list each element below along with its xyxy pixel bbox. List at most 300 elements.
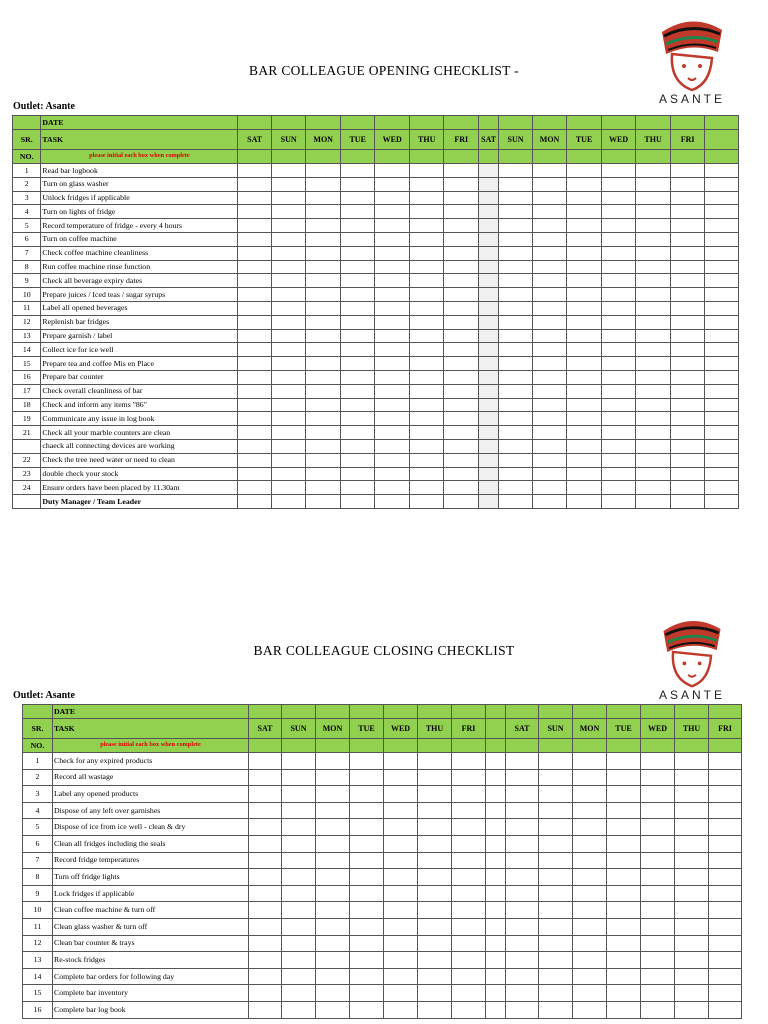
initial-box[interactable] — [636, 453, 671, 467]
initial-box[interactable] — [375, 315, 410, 329]
initial-box[interactable] — [444, 412, 479, 426]
initial-box[interactable] — [573, 935, 607, 952]
initial-box[interactable] — [539, 753, 573, 770]
initial-box[interactable] — [316, 968, 350, 985]
initial-box[interactable] — [641, 753, 675, 770]
initial-box[interactable] — [444, 177, 479, 191]
initial-box[interactable] — [340, 232, 375, 246]
initial-box[interactable] — [499, 370, 533, 384]
initial-box[interactable] — [409, 426, 444, 440]
initial-box[interactable] — [573, 885, 607, 902]
initial-box[interactable] — [340, 412, 375, 426]
initial-box[interactable] — [350, 985, 384, 1002]
initial-box[interactable] — [641, 935, 675, 952]
initial-box[interactable] — [316, 935, 350, 952]
initial-box[interactable] — [479, 453, 499, 467]
initial-box[interactable] — [238, 329, 272, 343]
initial-box[interactable] — [499, 426, 533, 440]
initial-box[interactable] — [340, 246, 375, 260]
initial-box[interactable] — [601, 288, 636, 302]
initial-box[interactable] — [675, 952, 709, 969]
initial-box[interactable] — [409, 177, 444, 191]
initial-box[interactable] — [573, 852, 607, 869]
initial-box[interactable] — [636, 398, 671, 412]
initial-box[interactable] — [607, 985, 641, 1002]
initial-box[interactable] — [340, 384, 375, 398]
initial-box[interactable] — [636, 260, 671, 274]
initial-box[interactable] — [418, 918, 452, 935]
signature-box[interactable] — [479, 495, 499, 509]
initial-box[interactable] — [641, 885, 675, 902]
initial-box[interactable] — [705, 191, 739, 205]
initial-box[interactable] — [418, 1001, 452, 1018]
initial-box[interactable] — [375, 343, 410, 357]
initial-box[interactable] — [675, 1001, 709, 1018]
initial-box[interactable] — [375, 232, 410, 246]
initial-box[interactable] — [384, 985, 418, 1002]
initial-box[interactable] — [532, 343, 567, 357]
initial-box[interactable] — [486, 819, 506, 836]
initial-box[interactable] — [670, 246, 705, 260]
initial-box[interactable] — [670, 343, 705, 357]
initial-box[interactable] — [601, 343, 636, 357]
initial-box[interactable] — [573, 802, 607, 819]
initial-box[interactable] — [709, 753, 742, 770]
initial-box[interactable] — [567, 260, 602, 274]
initial-box[interactable] — [670, 467, 705, 481]
initial-box[interactable] — [316, 786, 350, 803]
initial-box[interactable] — [271, 164, 306, 178]
initial-box[interactable] — [499, 343, 533, 357]
initial-box[interactable] — [249, 985, 282, 1002]
initial-box[interactable] — [670, 315, 705, 329]
initial-box[interactable] — [670, 191, 705, 205]
initial-box[interactable] — [709, 885, 742, 902]
initial-box[interactable] — [670, 481, 705, 495]
initial-box[interactable] — [444, 164, 479, 178]
initial-box[interactable] — [340, 329, 375, 343]
signature-box[interactable] — [271, 495, 306, 509]
initial-box[interactable] — [670, 426, 705, 440]
initial-box[interactable] — [282, 985, 316, 1002]
initial-box[interactable] — [499, 164, 533, 178]
initial-box[interactable] — [306, 164, 341, 178]
initial-box[interactable] — [316, 753, 350, 770]
initial-box[interactable] — [486, 885, 506, 902]
initial-box[interactable] — [316, 1001, 350, 1018]
initial-box[interactable] — [418, 753, 452, 770]
initial-box[interactable] — [709, 835, 742, 852]
initial-box[interactable] — [539, 1001, 573, 1018]
initial-box[interactable] — [375, 384, 410, 398]
initial-box[interactable] — [306, 274, 341, 288]
initial-box[interactable] — [479, 329, 499, 343]
initial-box[interactable] — [384, 869, 418, 886]
initial-box[interactable] — [601, 467, 636, 481]
initial-box[interactable] — [306, 246, 341, 260]
initial-box[interactable] — [238, 301, 272, 315]
initial-box[interactable] — [499, 205, 533, 219]
initial-box[interactable] — [499, 439, 533, 453]
initial-box[interactable] — [636, 288, 671, 302]
initial-box[interactable] — [499, 274, 533, 288]
signature-box[interactable] — [532, 495, 567, 509]
initial-box[interactable] — [350, 835, 384, 852]
initial-box[interactable] — [532, 439, 567, 453]
initial-box[interactable] — [238, 191, 272, 205]
initial-box[interactable] — [444, 357, 479, 371]
initial-box[interactable] — [636, 370, 671, 384]
initial-box[interactable] — [271, 219, 306, 233]
initial-box[interactable] — [479, 315, 499, 329]
initial-box[interactable] — [444, 191, 479, 205]
initial-box[interactable] — [641, 1001, 675, 1018]
initial-box[interactable] — [601, 301, 636, 315]
initial-box[interactable] — [271, 343, 306, 357]
initial-box[interactable] — [384, 753, 418, 770]
initial-box[interactable] — [641, 968, 675, 985]
initial-box[interactable] — [350, 802, 384, 819]
initial-box[interactable] — [316, 885, 350, 902]
initial-box[interactable] — [418, 819, 452, 836]
initial-box[interactable] — [238, 232, 272, 246]
initial-box[interactable] — [675, 968, 709, 985]
initial-box[interactable] — [532, 260, 567, 274]
initial-box[interactable] — [375, 481, 410, 495]
initial-box[interactable] — [601, 164, 636, 178]
initial-box[interactable] — [539, 835, 573, 852]
initial-box[interactable] — [705, 357, 739, 371]
signature-box[interactable] — [601, 495, 636, 509]
initial-box[interactable] — [479, 481, 499, 495]
initial-box[interactable] — [705, 205, 739, 219]
initial-box[interactable] — [249, 952, 282, 969]
initial-box[interactable] — [249, 835, 282, 852]
initial-box[interactable] — [479, 343, 499, 357]
initial-box[interactable] — [506, 802, 539, 819]
initial-box[interactable] — [709, 985, 742, 1002]
initial-box[interactable] — [271, 384, 306, 398]
initial-box[interactable] — [340, 191, 375, 205]
initial-box[interactable] — [709, 869, 742, 886]
initial-box[interactable] — [418, 769, 452, 786]
initial-box[interactable] — [486, 952, 506, 969]
initial-box[interactable] — [705, 467, 739, 481]
initial-box[interactable] — [479, 177, 499, 191]
initial-box[interactable] — [532, 329, 567, 343]
initial-box[interactable] — [452, 952, 486, 969]
initial-box[interactable] — [271, 412, 306, 426]
initial-box[interactable] — [675, 753, 709, 770]
initial-box[interactable] — [486, 852, 506, 869]
initial-box[interactable] — [506, 935, 539, 952]
initial-box[interactable] — [499, 219, 533, 233]
initial-box[interactable] — [486, 835, 506, 852]
initial-box[interactable] — [375, 412, 410, 426]
initial-box[interactable] — [567, 177, 602, 191]
initial-box[interactable] — [636, 177, 671, 191]
initial-box[interactable] — [249, 769, 282, 786]
initial-box[interactable] — [340, 426, 375, 440]
initial-box[interactable] — [601, 205, 636, 219]
initial-box[interactable] — [282, 918, 316, 935]
initial-box[interactable] — [607, 885, 641, 902]
initial-box[interactable] — [444, 398, 479, 412]
initial-box[interactable] — [271, 426, 306, 440]
initial-box[interactable] — [479, 205, 499, 219]
initial-box[interactable] — [282, 935, 316, 952]
initial-box[interactable] — [282, 769, 316, 786]
initial-box[interactable] — [636, 467, 671, 481]
initial-box[interactable] — [486, 985, 506, 1002]
initial-box[interactable] — [444, 384, 479, 398]
initial-box[interactable] — [567, 315, 602, 329]
initial-box[interactable] — [375, 439, 410, 453]
initial-box[interactable] — [567, 412, 602, 426]
initial-box[interactable] — [486, 869, 506, 886]
initial-box[interactable] — [567, 301, 602, 315]
initial-box[interactable] — [306, 219, 341, 233]
initial-box[interactable] — [486, 918, 506, 935]
initial-box[interactable] — [641, 952, 675, 969]
initial-box[interactable] — [601, 357, 636, 371]
initial-box[interactable] — [499, 301, 533, 315]
initial-box[interactable] — [709, 902, 742, 919]
initial-box[interactable] — [384, 952, 418, 969]
initial-box[interactable] — [573, 985, 607, 1002]
initial-box[interactable] — [601, 274, 636, 288]
initial-box[interactable] — [452, 786, 486, 803]
initial-box[interactable] — [340, 481, 375, 495]
initial-box[interactable] — [567, 288, 602, 302]
initial-box[interactable] — [532, 301, 567, 315]
initial-box[interactable] — [709, 1001, 742, 1018]
initial-box[interactable] — [238, 357, 272, 371]
initial-box[interactable] — [375, 274, 410, 288]
initial-box[interactable] — [601, 481, 636, 495]
initial-box[interactable] — [452, 968, 486, 985]
initial-box[interactable] — [506, 753, 539, 770]
initial-box[interactable] — [670, 453, 705, 467]
initial-box[interactable] — [636, 357, 671, 371]
initial-box[interactable] — [409, 191, 444, 205]
initial-box[interactable] — [670, 412, 705, 426]
initial-box[interactable] — [384, 1001, 418, 1018]
initial-box[interactable] — [636, 232, 671, 246]
initial-box[interactable] — [607, 902, 641, 919]
initial-box[interactable] — [532, 384, 567, 398]
initial-box[interactable] — [350, 753, 384, 770]
initial-box[interactable] — [539, 769, 573, 786]
initial-box[interactable] — [306, 453, 341, 467]
initial-box[interactable] — [641, 985, 675, 1002]
initial-box[interactable] — [444, 232, 479, 246]
initial-box[interactable] — [499, 481, 533, 495]
initial-box[interactable] — [670, 274, 705, 288]
initial-box[interactable] — [641, 835, 675, 852]
initial-box[interactable] — [271, 481, 306, 495]
initial-box[interactable] — [601, 260, 636, 274]
initial-box[interactable] — [675, 852, 709, 869]
initial-box[interactable] — [452, 985, 486, 1002]
initial-box[interactable] — [506, 786, 539, 803]
initial-box[interactable] — [539, 918, 573, 935]
signature-box[interactable] — [499, 495, 533, 509]
initial-box[interactable] — [670, 384, 705, 398]
initial-box[interactable] — [238, 384, 272, 398]
initial-box[interactable] — [444, 453, 479, 467]
initial-box[interactable] — [444, 219, 479, 233]
initial-box[interactable] — [499, 384, 533, 398]
initial-box[interactable] — [479, 439, 499, 453]
initial-box[interactable] — [282, 968, 316, 985]
initial-box[interactable] — [375, 301, 410, 315]
initial-box[interactable] — [306, 191, 341, 205]
initial-box[interactable] — [375, 246, 410, 260]
initial-box[interactable] — [271, 439, 306, 453]
initial-box[interactable] — [573, 952, 607, 969]
initial-box[interactable] — [238, 205, 272, 219]
signature-box[interactable] — [340, 495, 375, 509]
initial-box[interactable] — [384, 802, 418, 819]
initial-box[interactable] — [384, 885, 418, 902]
signature-box[interactable] — [705, 495, 739, 509]
initial-box[interactable] — [238, 439, 272, 453]
initial-box[interactable] — [306, 426, 341, 440]
initial-box[interactable] — [375, 260, 410, 274]
initial-box[interactable] — [418, 852, 452, 869]
initial-box[interactable] — [567, 343, 602, 357]
initial-box[interactable] — [306, 467, 341, 481]
initial-box[interactable] — [486, 753, 506, 770]
initial-box[interactable] — [409, 301, 444, 315]
initial-box[interactable] — [532, 426, 567, 440]
initial-box[interactable] — [532, 481, 567, 495]
initial-box[interactable] — [306, 301, 341, 315]
initial-box[interactable] — [444, 370, 479, 384]
initial-box[interactable] — [375, 453, 410, 467]
initial-box[interactable] — [532, 288, 567, 302]
initial-box[interactable] — [705, 246, 739, 260]
initial-box[interactable] — [409, 357, 444, 371]
initial-box[interactable] — [601, 246, 636, 260]
initial-box[interactable] — [705, 343, 739, 357]
initial-box[interactable] — [444, 426, 479, 440]
initial-box[interactable] — [532, 164, 567, 178]
initial-box[interactable] — [675, 869, 709, 886]
initial-box[interactable] — [636, 191, 671, 205]
initial-box[interactable] — [375, 164, 410, 178]
initial-box[interactable] — [409, 481, 444, 495]
initial-box[interactable] — [506, 819, 539, 836]
initial-box[interactable] — [340, 177, 375, 191]
initial-box[interactable] — [238, 426, 272, 440]
initial-box[interactable] — [306, 329, 341, 343]
initial-box[interactable] — [479, 219, 499, 233]
initial-box[interactable] — [316, 769, 350, 786]
initial-box[interactable] — [675, 935, 709, 952]
initial-box[interactable] — [306, 412, 341, 426]
initial-box[interactable] — [409, 205, 444, 219]
initial-box[interactable] — [601, 398, 636, 412]
initial-box[interactable] — [539, 985, 573, 1002]
initial-box[interactable] — [282, 753, 316, 770]
initial-box[interactable] — [479, 384, 499, 398]
initial-box[interactable] — [499, 453, 533, 467]
initial-box[interactable] — [340, 343, 375, 357]
initial-box[interactable] — [539, 952, 573, 969]
initial-box[interactable] — [506, 869, 539, 886]
initial-box[interactable] — [282, 952, 316, 969]
initial-box[interactable] — [384, 835, 418, 852]
initial-box[interactable] — [573, 769, 607, 786]
initial-box[interactable] — [486, 968, 506, 985]
initial-box[interactable] — [238, 343, 272, 357]
initial-box[interactable] — [670, 205, 705, 219]
initial-box[interactable] — [340, 315, 375, 329]
initial-box[interactable] — [306, 205, 341, 219]
initial-box[interactable] — [567, 439, 602, 453]
initial-box[interactable] — [573, 869, 607, 886]
initial-box[interactable] — [282, 835, 316, 852]
initial-box[interactable] — [418, 968, 452, 985]
initial-box[interactable] — [340, 260, 375, 274]
initial-box[interactable] — [350, 869, 384, 886]
initial-box[interactable] — [306, 481, 341, 495]
initial-box[interactable] — [705, 274, 739, 288]
initial-box[interactable] — [444, 481, 479, 495]
initial-box[interactable] — [306, 177, 341, 191]
initial-box[interactable] — [306, 357, 341, 371]
initial-box[interactable] — [249, 902, 282, 919]
initial-box[interactable] — [452, 769, 486, 786]
initial-box[interactable] — [641, 769, 675, 786]
initial-box[interactable] — [409, 274, 444, 288]
initial-box[interactable] — [567, 357, 602, 371]
initial-box[interactable] — [607, 935, 641, 952]
initial-box[interactable] — [636, 164, 671, 178]
initial-box[interactable] — [306, 343, 341, 357]
initial-box[interactable] — [409, 219, 444, 233]
initial-box[interactable] — [271, 370, 306, 384]
initial-box[interactable] — [444, 205, 479, 219]
initial-box[interactable] — [641, 902, 675, 919]
initial-box[interactable] — [384, 968, 418, 985]
initial-box[interactable] — [601, 453, 636, 467]
initial-box[interactable] — [238, 370, 272, 384]
initial-box[interactable] — [340, 219, 375, 233]
initial-box[interactable] — [709, 786, 742, 803]
initial-box[interactable] — [636, 343, 671, 357]
initial-box[interactable] — [539, 869, 573, 886]
initial-box[interactable] — [573, 753, 607, 770]
initial-box[interactable] — [601, 412, 636, 426]
initial-box[interactable] — [444, 467, 479, 481]
initial-box[interactable] — [539, 968, 573, 985]
initial-box[interactable] — [607, 802, 641, 819]
initial-box[interactable] — [539, 802, 573, 819]
initial-box[interactable] — [486, 769, 506, 786]
initial-box[interactable] — [675, 769, 709, 786]
initial-box[interactable] — [506, 852, 539, 869]
initial-box[interactable] — [567, 398, 602, 412]
initial-box[interactable] — [636, 439, 671, 453]
initial-box[interactable] — [705, 412, 739, 426]
initial-box[interactable] — [271, 191, 306, 205]
initial-box[interactable] — [479, 357, 499, 371]
initial-box[interactable] — [316, 819, 350, 836]
initial-box[interactable] — [418, 885, 452, 902]
